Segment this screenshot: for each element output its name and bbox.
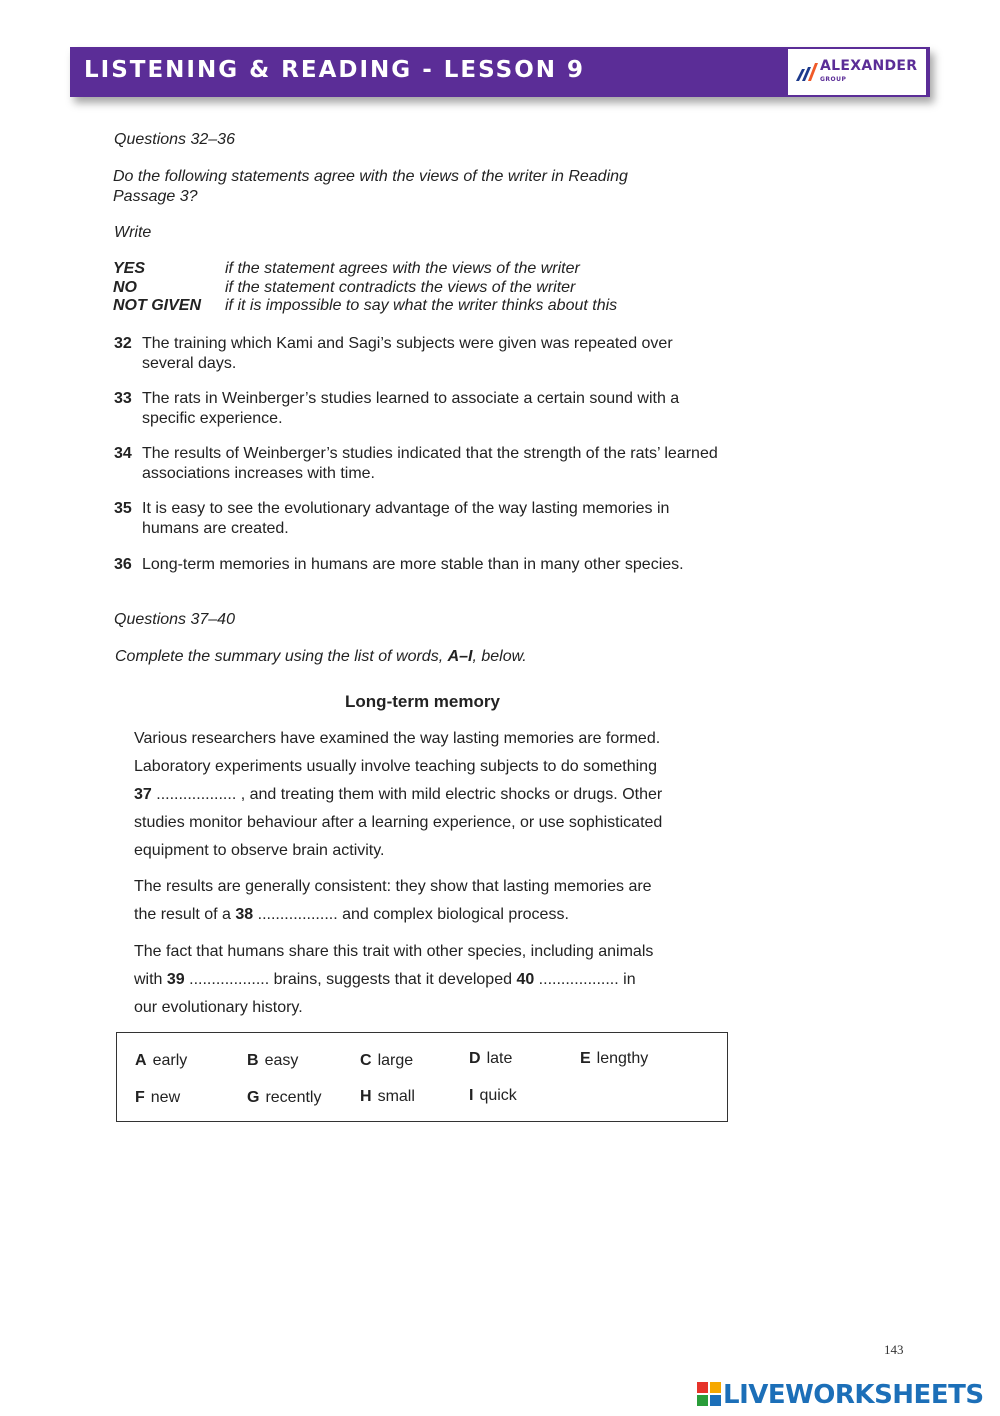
option-h: [360, 1088, 415, 1106]
page-number: 143: [884, 1342, 904, 1357]
option-f: [135, 1089, 180, 1107]
instruction-prefix: Complete the summary using the list of words,: [115, 648, 448, 665]
option-letter: F: [135, 1089, 145, 1106]
lesson-header: [70, 47, 930, 97]
alexander-logo: [788, 49, 926, 95]
question-text: The training which Kami and Sagi’s subjects were given was repeated over several days.: [142, 335, 673, 372]
para1-line3-rest: , and treating them with mild electric shocks or drugs. Other: [240, 786, 663, 803]
instruction-suffix: , below.: [472, 648, 527, 665]
alexander-logo-icon: [796, 63, 818, 81]
option-letter: D: [469, 1050, 481, 1067]
option-letter: G: [247, 1089, 260, 1106]
gap-37-blank[interactable]: ..................: [151, 786, 241, 803]
summary-paragraph-1: [134, 725, 724, 865]
question-number: 34: [114, 445, 132, 462]
questions-32-36-label: Questions 32–36: [114, 131, 235, 148]
write-label: Write: [114, 224, 152, 241]
key-term: NOT GIVEN: [113, 297, 202, 314]
liveworksheets-text: LIVEWORKSHEETS: [723, 1380, 984, 1410]
para2-line2: [134, 901, 724, 929]
para3-line3: our evolutionary history.: [134, 999, 303, 1016]
question-number: 36: [114, 556, 132, 573]
gap-38-number: 38: [235, 906, 254, 923]
question-number: 35: [114, 500, 132, 517]
para1-line5: equipment to observe brain activity.: [134, 842, 385, 859]
question-34: [114, 444, 724, 484]
option-word: late: [486, 1050, 513, 1067]
para2-line1: The results are generally consistent: they show that lasting memories are: [134, 878, 652, 895]
summary-title: Long-term memory: [345, 692, 500, 711]
option-word: large: [377, 1052, 414, 1069]
para1-line1: Various researchers have examined the way lasting memories are formed.: [134, 730, 661, 747]
gap-37-number: 37: [134, 786, 152, 803]
word-options-box: [116, 1032, 728, 1122]
option-letter: B: [247, 1052, 259, 1069]
option-word: lengthy: [596, 1050, 649, 1067]
para3-middle: brains, suggests that it developed: [273, 971, 517, 988]
para2-suffix: and complex biological process.: [342, 906, 569, 923]
question-text: The rats in Weinberger’s studies learned to associate a certain sound with a specific experience.: [142, 390, 680, 427]
para1-line4: studies monitor behaviour after a learning experience, or use sophisticated: [134, 814, 663, 831]
gap-39-number: 39: [166, 971, 185, 988]
option-word: new: [150, 1089, 181, 1106]
question-text: It is easy to see the evolutionary advantage of the way lasting memories in humans are created.: [142, 500, 670, 537]
question-text: Long-term memories in humans are more stable than in many other species.: [142, 556, 684, 573]
gap-40-blank[interactable]: ..................: [534, 971, 624, 988]
question-32: [114, 334, 724, 374]
para1-line2: Laboratory experiments usually involve teaching subjects to do something: [134, 758, 657, 775]
option-c: [360, 1052, 413, 1070]
question-text: The results of Weinberger’s studies indicated that the strength of the rats’ learned associations increases with time.: [142, 445, 718, 482]
para3-prefix: with: [134, 971, 167, 988]
part2-instruction: [115, 647, 695, 667]
option-letter: E: [580, 1050, 591, 1067]
question-36: [114, 555, 724, 575]
option-e: [580, 1050, 648, 1068]
question-33: [114, 389, 724, 429]
question-number: 32: [114, 335, 132, 352]
option-g: [247, 1089, 321, 1107]
option-word: early: [152, 1052, 188, 1069]
para3-suffix: in: [623, 971, 636, 988]
para1-line3: [134, 781, 724, 809]
option-b: [247, 1052, 298, 1070]
summary-paragraph-2: [134, 873, 724, 929]
gap-38-blank[interactable]: ..................: [253, 906, 343, 923]
question-number: 33: [114, 390, 132, 407]
key-desc: if the statement contradicts the views of the writer: [225, 279, 576, 296]
key-desc: if it is impossible to say what the writer thinks about this: [225, 297, 618, 314]
para3-line1: The fact that humans share this trait with other species, including animals: [134, 943, 654, 960]
part1-instruction: Do the following statements agree with the views of the writer in Reading Passage 3?: [113, 168, 628, 205]
key-term: YES: [113, 260, 146, 277]
key-term: NO: [113, 279, 137, 296]
instruction-bold: A–I: [447, 648, 473, 665]
option-letter: A: [135, 1052, 147, 1069]
para2-prefix: the result of a: [134, 906, 236, 923]
para3-line2: [134, 966, 724, 994]
summary-paragraph-3: [134, 938, 724, 1022]
option-letter: H: [360, 1088, 372, 1105]
logo-text: ALEXANDER: [820, 58, 918, 74]
key-desc: if the statement agrees with the views of the writer: [225, 260, 580, 277]
gap-39-blank[interactable]: ..................: [184, 971, 274, 988]
option-word: quick: [479, 1087, 517, 1104]
option-word: small: [377, 1088, 415, 1105]
questions-37-40-label: Questions 37–40: [114, 611, 235, 628]
option-word: easy: [264, 1052, 299, 1069]
option-d: [469, 1050, 512, 1068]
gap-40-number: 40: [516, 971, 535, 988]
lesson-title: LISTENING & READING - LESSON 9: [84, 57, 586, 83]
option-i: [469, 1087, 517, 1105]
option-a: [135, 1052, 187, 1070]
option-letter: C: [360, 1052, 372, 1069]
logo-subtext: GROUP: [820, 76, 847, 83]
liveworksheets-icon: [697, 1382, 721, 1406]
option-word: recently: [265, 1089, 322, 1106]
option-letter: I: [469, 1087, 474, 1104]
question-35: [114, 499, 724, 539]
